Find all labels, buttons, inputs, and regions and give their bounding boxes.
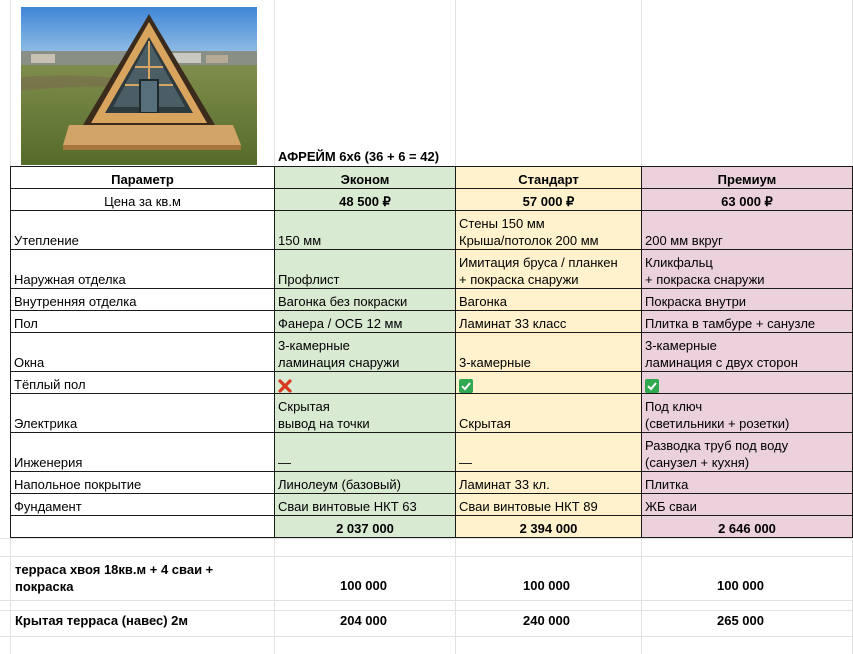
- header-premium: Премиум: [642, 167, 853, 189]
- spec-cell-premium: [642, 372, 853, 394]
- price-label: Цена за кв.м: [11, 189, 275, 211]
- spec-cell-premium: [642, 333, 853, 372]
- spec-cell-line: Линолеум (базовый): [278, 477, 401, 492]
- extra-covered-premium: 265 000: [717, 613, 764, 628]
- spec-cell-standard: [456, 211, 642, 250]
- spec-cell-line: Скрытая: [459, 416, 511, 431]
- spec-cell-line: Сваи винтовые НКТ 89: [459, 499, 598, 514]
- extra-terrace-econom: 100 000: [340, 578, 387, 593]
- spec-row-label: Электрика: [11, 394, 275, 433]
- spec-cell-line: ламинация с двух сторон: [645, 355, 798, 370]
- spec-cell-premium: [642, 433, 853, 472]
- spec-cell-econom: [275, 250, 456, 289]
- total-premium: 2 646 000: [642, 516, 853, 538]
- spec-row: [11, 311, 853, 333]
- spec-cell-line: Ламинат 33 класс: [459, 316, 567, 331]
- extra-covered-standard: 240 000: [523, 613, 570, 628]
- spec-cell-econom: [275, 372, 456, 394]
- spec-cell-line: 3-камерные: [645, 338, 717, 353]
- spec-cell-line: 3-камерные: [459, 355, 531, 370]
- spec-cell-premium: [642, 494, 853, 516]
- check-mark-icon: [645, 379, 659, 393]
- spec-row-label: Напольное покрытие: [11, 472, 275, 494]
- spec-row: [11, 433, 853, 472]
- spec-cell-line: 200 мм вкруг: [645, 233, 723, 248]
- spec-cell-line: Профлист: [278, 272, 340, 287]
- extra-covered-terrace-label: Крытая терраса (навес) 2м: [15, 613, 189, 628]
- spec-cell-econom: [275, 494, 456, 516]
- total-label-empty: [11, 516, 275, 538]
- spec-cell-standard: [456, 289, 642, 311]
- spec-cell-line: 3-камерные: [278, 338, 350, 353]
- spec-cell-econom: [275, 472, 456, 494]
- spec-cell-econom: [275, 211, 456, 250]
- spec-cell-line: Имитация бруса / планкен: [459, 255, 618, 270]
- spec-row-label: Пол: [11, 311, 275, 333]
- spec-cell-line: Разводка труб под воду: [645, 438, 789, 453]
- spec-cell-line: 150 мм: [278, 233, 322, 248]
- price-premium: 63 000 ₽: [642, 189, 853, 211]
- spec-cell-line: Плитка: [645, 477, 689, 492]
- spec-row-label: Утепление: [11, 211, 275, 250]
- spec-cell-line: ЖБ сваи: [645, 499, 697, 514]
- spec-cell-premium: [642, 311, 853, 333]
- spec-cell-standard: [456, 311, 642, 333]
- spec-cell-line: Скрытая: [278, 399, 330, 414]
- check-mark-icon: [459, 379, 473, 393]
- spec-cell-standard: [456, 494, 642, 516]
- extra-terrace-standard: 100 000: [523, 578, 570, 593]
- comparison-table: [10, 166, 853, 538]
- spec-cell-line: Вагонка без покраски: [278, 294, 408, 309]
- spec-cell-line: (светильники + розетки): [645, 416, 790, 431]
- spec-cell-line: ламинация снаружи: [278, 355, 400, 370]
- document-title: АФРЕЙМ 6х6 (36 + 6 = 42): [278, 149, 440, 164]
- extra-terrace-label: терраса хвоя 18кв.м + 4 сваи + покраска: [15, 562, 214, 594]
- spec-cell-line: + покраска снаружи: [645, 272, 765, 287]
- spec-cell-line: Вагонка: [459, 294, 507, 309]
- price-standard: 57 000 ₽: [456, 189, 642, 211]
- cross-mark-icon: [278, 379, 292, 393]
- spec-cell-line: Фанера / ОСБ 12 мм: [278, 316, 403, 331]
- header-econom: Эконом: [275, 167, 456, 189]
- spec-row: [11, 333, 853, 372]
- spec-row-label: Внутренняя отделка: [11, 289, 275, 311]
- spec-cell-econom: [275, 394, 456, 433]
- header-standard: Стандарт: [456, 167, 642, 189]
- spec-cell-premium: [642, 289, 853, 311]
- extra-covered-econom: 204 000: [340, 613, 387, 628]
- spec-cell-line: Сваи винтовые НКТ 63: [278, 499, 417, 514]
- spec-cell-econom: [275, 333, 456, 372]
- spec-row-label: Инженерия: [11, 433, 275, 472]
- spec-cell-econom: [275, 289, 456, 311]
- spec-row-label: Наружная отделка: [11, 250, 275, 289]
- spec-row: [11, 289, 853, 311]
- spec-cell-line: —: [459, 455, 472, 470]
- spec-row: [11, 211, 853, 250]
- spec-row: [11, 494, 853, 516]
- spec-cell-standard: [456, 433, 642, 472]
- spec-cell-line: Ламинат 33 кл.: [459, 477, 550, 492]
- spec-cell-line: Покраска внутри: [645, 294, 747, 309]
- total-standard: 2 394 000: [456, 516, 642, 538]
- spec-cell-standard: [456, 394, 642, 433]
- header-row: [11, 167, 853, 189]
- spec-row: [11, 472, 853, 494]
- spec-row: [11, 394, 853, 433]
- spec-cell-line: Стены 150 мм: [459, 216, 545, 231]
- spec-cell-line: + покраска снаружи: [459, 272, 579, 287]
- spec-cell-premium: [642, 211, 853, 250]
- spec-cell-line: Крыша/потолок 200 мм: [459, 233, 599, 248]
- spec-cell-standard: [456, 250, 642, 289]
- spec-cell-standard: [456, 472, 642, 494]
- spec-row-label: Фундамент: [11, 494, 275, 516]
- a-frame-house-photo: [21, 7, 257, 165]
- spec-cell-line: —: [278, 455, 291, 470]
- spec-cell-econom: [275, 311, 456, 333]
- spec-cell-line: Кликфальц: [645, 255, 713, 270]
- spec-row: [11, 372, 853, 394]
- spec-cell-line: Плитка в тамбуре + санузле: [645, 316, 816, 331]
- spec-cell-premium: [642, 472, 853, 494]
- spec-row-label: Окна: [11, 333, 275, 372]
- spec-row: [11, 250, 853, 289]
- spec-cell-line: вывод на точки: [278, 416, 370, 431]
- spec-cell-standard: [456, 372, 642, 394]
- spec-cell-econom: [275, 433, 456, 472]
- price-row: [11, 189, 853, 211]
- spec-cell-line: Под ключ: [645, 399, 703, 414]
- header-param: Параметр: [11, 167, 275, 189]
- spec-cell-premium: [642, 250, 853, 289]
- spec-row-label: Тёплый пол: [11, 372, 275, 394]
- extra-terrace-premium: 100 000: [717, 578, 764, 593]
- spec-cell-premium: [642, 394, 853, 433]
- total-row: [11, 516, 853, 538]
- total-econom: 2 037 000: [275, 516, 456, 538]
- spec-cell-standard: [456, 333, 642, 372]
- price-econom: 48 500 ₽: [275, 189, 456, 211]
- spec-cell-line: (санузел + кухня): [645, 455, 750, 470]
